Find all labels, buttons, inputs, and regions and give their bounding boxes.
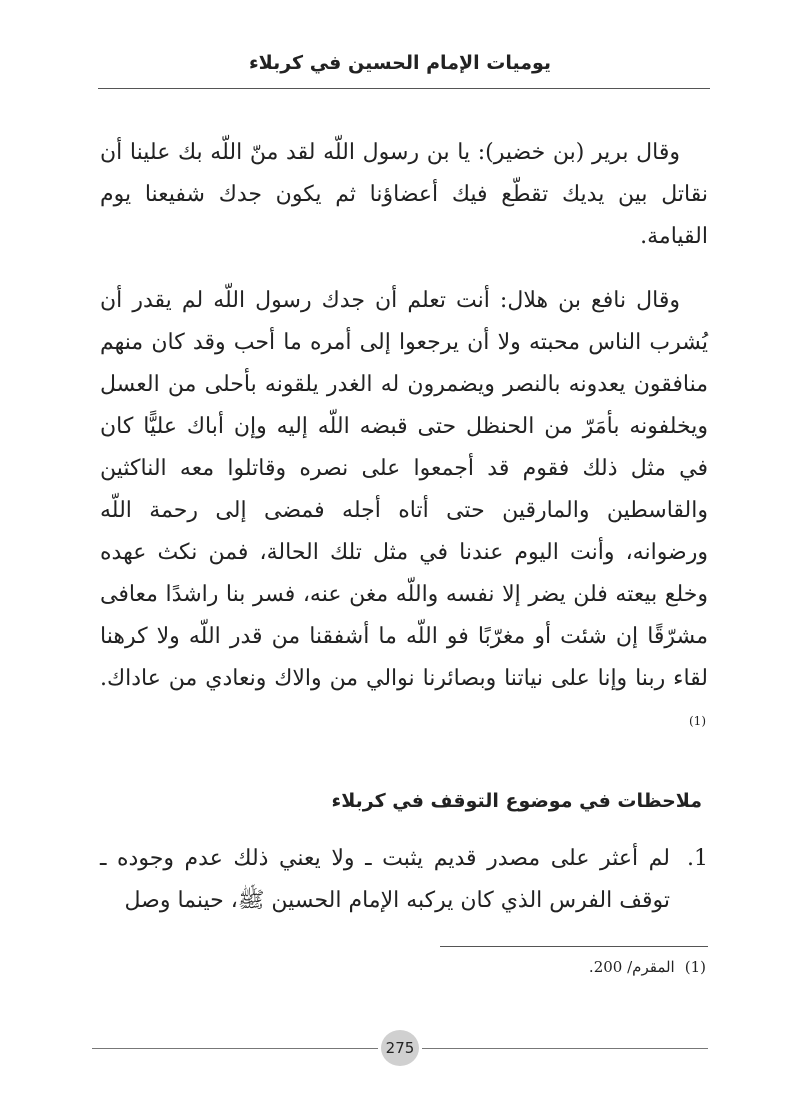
- body-text: [100, 132, 708, 770]
- section-heading: ملاحظات في موضوع التوقف في كربلاء: [331, 790, 702, 812]
- list-item-text: لم أعثر على مصدر قديم يثبت ـ ولا يعني ذلك عدم وجوده ـ توقف الفرس الذي كان يركبه الإمام الحسين ﷺ، حينما وصل: [100, 846, 670, 913]
- page-number-line-right: [422, 1048, 708, 1049]
- footnote: [400, 958, 706, 976]
- footnote-divider: [440, 946, 708, 947]
- header-divider: [98, 88, 710, 89]
- page-number: 275: [381, 1030, 419, 1066]
- page-number-line-left: [92, 1048, 378, 1049]
- footnote-number: (1): [684, 958, 706, 976]
- footnote-reference: (1): [688, 714, 706, 728]
- paragraph-text: وقال نافع بن هلال: أنت تعلم أن جدك رسول اللّه لم يقدر أن يُشرب الناس محبته ولا أن يرجعوا إلى أمره ما أحب وقد كان منهم منافقون يعدونه بالنصر ويضمرون له الغدر يلقونه بأحلى من العسل ويخلفونه بأمَرّ من الحنظل حتى قبضه اللّه إليه وإن أباك عليًّا كان في مثل ذلك فقوم قد أجمعوا على نصره وقاتلوا معه الناكثين والقاسطين والمارقين حتى أتاه أجله فمضى إلى رحمة اللّه ورضوانه، وأنت اليوم عندنا في مثل تلك الحالة، فمن نكث عهده وخلع بيعته فلن يضر إلا نفسه واللّه مغن عنه، فسر بنا راشدًا معافى مشرّقًا إن شئت أو مغرّبًا فو اللّه ما أشفقنا من قدر اللّه ولا كرهنا لقاء ربنا وإنا على نياتنا وبصائرنا نوالي من والاك ونعادي من عاداك.: [100, 288, 708, 691]
- paragraph: [100, 280, 708, 748]
- list-item-number: 1.: [687, 846, 708, 871]
- paragraph: [100, 132, 708, 258]
- running-header: يوميات الإمام الحسين في كربلاء: [248, 52, 552, 74]
- footnote-text: المقرم/ 200.: [588, 958, 675, 976]
- paragraph-text: وقال برير (بن خضير): يا بن رسول اللّه لقد منّ اللّه بك علينا أن نقاتل بين يديك تقطّع فيك أعضاؤنا ثم يكون جدك شفيعنا يوم القيامة.: [100, 140, 708, 249]
- list-item: [100, 838, 708, 922]
